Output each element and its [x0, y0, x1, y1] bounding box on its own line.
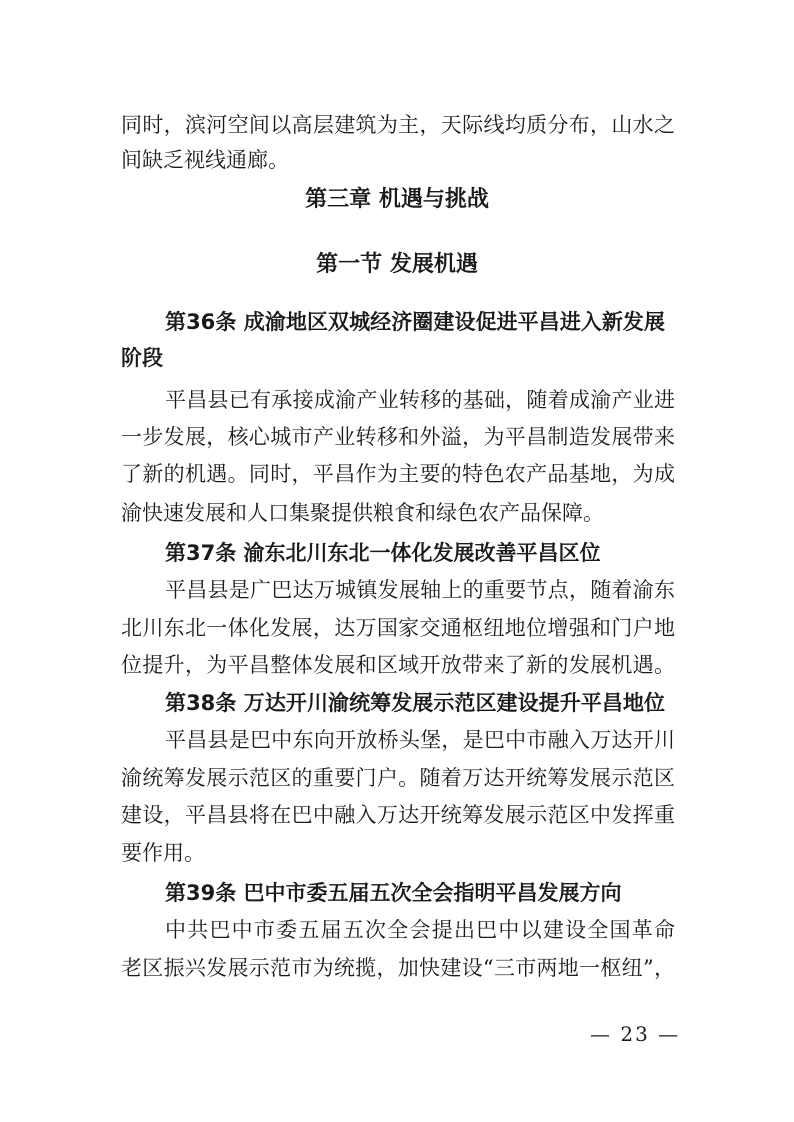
- body-line: 渝统筹发展示范区的重要门户。随着万达开统筹发展示范区: [121, 766, 675, 790]
- article-heading: 阶段: [121, 346, 163, 370]
- body-line: 北川东北一体化发展，达万国家交通枢纽地位增强和门户地: [121, 616, 675, 640]
- chapter-title: 第三章 机遇与挑战: [305, 187, 489, 212]
- body-line: 平昌县是巴中东向开放桥头堡，是巴中市融入万达开川: [165, 728, 675, 752]
- body-line: 老区振兴发展示范市为统揽，加快建设“三市两地一枢纽”，: [121, 956, 675, 980]
- page-number: — 23 —: [590, 1022, 681, 1046]
- body-line: 位提升，为平昌整体发展和区域开放带来了新的发展机遇。: [121, 653, 675, 677]
- body-line: 平昌县已有承接成渝产业转移的基础，随着成渝产业进: [165, 388, 675, 412]
- body-line: 了新的机遇。同时，平昌作为主要的特色农产品基地，为成: [121, 462, 675, 486]
- article-heading: 第36条 成渝地区双城经济圈建设促进平昌进入新发展: [165, 310, 665, 334]
- body-line: 平昌县是广巴达万城镇发展轴上的重要节点，随着渝东: [165, 578, 675, 602]
- body-line: 同时，滨河空间以高层建筑为主，天际线均质分布，山水之: [121, 113, 675, 137]
- article-heading: 第37条 渝东北川东北一体化发展改善平昌区位: [165, 541, 601, 565]
- article-heading: 第39条 巴中市委五届五次全会指明平昌发展方向: [165, 881, 622, 905]
- body-line: 建设，平昌县将在巴中融入万达开统筹发展示范区中发挥重: [121, 803, 675, 827]
- body-line: 间缺乏视线通廊。: [121, 148, 289, 172]
- body-line: 一步发展，核心城市产业转移和外溢，为平昌制造发展带来: [121, 425, 675, 449]
- body-line: 渝快速发展和人口集聚提供粮食和绿色农产品保障。: [121, 501, 604, 525]
- section-title: 第一节 发展机遇: [316, 252, 478, 277]
- body-line: 要作用。: [121, 841, 205, 865]
- body-line: 中共巴中市委五届五次全会提出巴中以建设全国革命: [165, 918, 675, 942]
- article-heading: 第38条 万达开川渝统筹发展示范区建设提升平昌地位: [165, 691, 665, 715]
